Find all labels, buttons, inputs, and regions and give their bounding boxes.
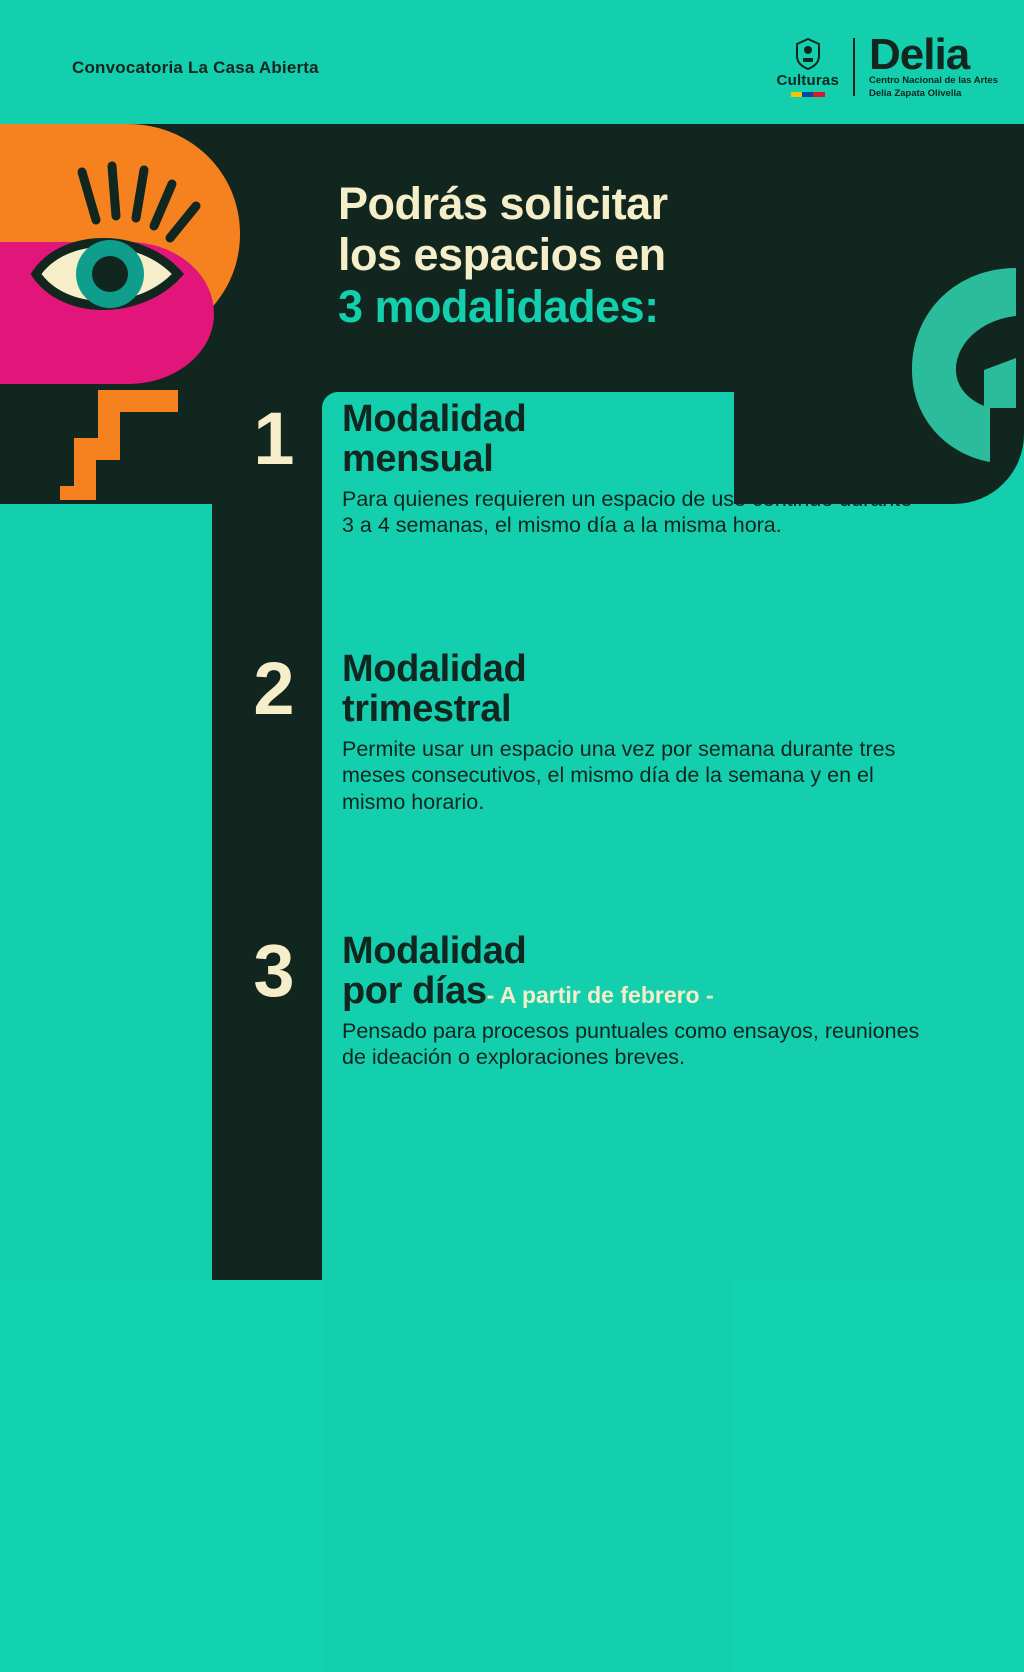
delia-wordmark: Delia <box>869 29 970 79</box>
page-header <box>0 0 1024 124</box>
item-title <box>342 932 926 1012</box>
item-body <box>342 932 926 1071</box>
eye-illustration <box>0 124 260 394</box>
item-title-line1: Modalidad <box>342 930 527 972</box>
logo-group <box>776 29 998 100</box>
item-description: Permite usar un espacio una vez por semana durante tres meses consecutivos, el mismo día de la semana y en el mismo horario. <box>342 736 896 815</box>
item-title <box>342 400 926 480</box>
page-title: Convocatoria La Casa Abierta <box>72 58 319 77</box>
delia-logo <box>869 29 998 100</box>
modality-item-1 <box>226 397 926 539</box>
item-title-line1: Modalidad <box>342 398 527 440</box>
item-title <box>342 650 926 730</box>
culturas-label: Culturas <box>776 71 839 89</box>
headline <box>338 178 668 332</box>
culturas-flag-bar <box>791 92 825 97</box>
item-title-suffix: - A partir de febrero - <box>486 981 714 1008</box>
item-body <box>342 400 926 539</box>
item-description: Pensado para procesos puntuales como ensayos, reuniones de ideación o exploraciones breves. <box>342 1018 920 1070</box>
headline-line-3: 3 modalidades: <box>338 280 659 332</box>
modality-item-2 <box>226 647 926 816</box>
delia-subtitle-line1: Centro Nacional de las Artes <box>869 75 998 87</box>
item-number: 3 <box>253 929 295 1012</box>
item-description: Para quienes requieren un espacio de uso continuo durante 3 a 4 semanas, el mismo día a la misma hora. <box>342 486 913 538</box>
item-title-line2: por días <box>342 969 487 1012</box>
item-title-line2: trimestral <box>342 687 512 730</box>
item-number: 2 <box>253 647 295 730</box>
teal-right-block <box>734 504 1024 1280</box>
delia-subtitle-line2: Delia Zapata Olivella <box>869 87 962 99</box>
culturas-logo <box>777 38 839 97</box>
headline-line-1: Podrás solicitar <box>338 178 668 229</box>
item-title-line2: mensual <box>342 437 494 480</box>
shield-icon <box>795 38 821 70</box>
logo-divider <box>853 38 855 96</box>
item-title-line1: Modalidad <box>342 648 527 690</box>
headline-line-2: los espacios en <box>338 229 666 281</box>
steps-illustration <box>60 390 190 505</box>
modality-item-3 <box>226 929 926 1071</box>
item-body <box>342 650 926 816</box>
item-number: 1 <box>253 397 295 480</box>
